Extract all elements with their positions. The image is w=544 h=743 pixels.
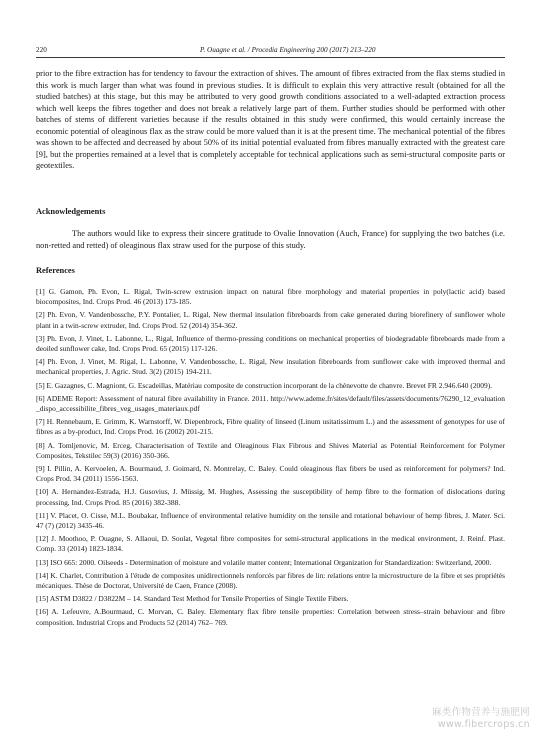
reference-item: [3] Ph. Evon, J. Vinet, L. Labonne, L., Rigal, Influence of thermo-pressing conditions on mechanical properties of biodegradable fibreboards made from a deoiled sunflower cake, Ind. Crops Prod. 65 (2015) 117-126.: [36, 333, 505, 354]
watermark-line-2: www.fibercrops.cn: [437, 718, 530, 730]
references-heading: References: [36, 266, 75, 275]
watermark-line-1: 麻类作物营养与施肥网: [431, 707, 530, 718]
reference-item: [2] Ph. Evon, V. Vandenbossche, P.Y. Pontalier, L. Rigal, New thermal insulation fibreboards from cake generated during biorefinery of sunflower whole plant in a twin-screw extruder, Ind. Crops Prod. 52 (2014) 354-362.: [36, 310, 505, 330]
header-rule: [36, 57, 505, 58]
reference-item: [10] A. Hernandez-Estrada, H.J. Gusovius, J. Müssig, M. Hughes, Assessing the susceptibility of hemp fibre to the formation of dislocations during processing, Ind. Crops Prod. 85 (2016) 382-388.: [36, 487, 505, 507]
body-paragraph: prior to the fibre extraction has for tendency to favour the extraction of shives. The amount of fibres extracted from the flax stems studied in this work is much larger than what was found in previous studies. It is difficult to explain this very attractive result (obtained for all the studied batches) at this stage, but this may be attributed to very good growth conditions associated to a well-adapted extraction process which well keeps the fibres together and does not break a relatively large part of them. Further studies should be performed with other batches of stems of different varieties because if the results obtained in this study were confirmed, this would certainly increase the economic potential of oleaginous flax as the straw could be more valued than it is at the present time. The mechanical potential of the fibres was shown to be affected and decreased by about 50% of its initial potential evaluated from fibres manually extracted with the greatest care [9], but the properties remained at a level that is completely acceptable for technical applications such as semi-structural composite parts or geotextiles.: [36, 69, 505, 171]
reference-item: [16] A. Lefeuvre, A.Bourmaud, C. Morvan, C. Baley. Elementary flax fibre tensile properties: Correlation between stress–strain behaviour and fibre composition. Industrial Crops and Products 52 (2014) 762– 769.: [36, 607, 505, 627]
reference-item: [9] I. Pillin, A. Kervoelen, A. Bourmaud, J. Goimard, N. Montrelay, C. Baley. Could oleaginous flax fibers be used as reinforcement for polymers? Ind. Crops Prod. 34 (2011) 1556-1563.: [36, 464, 505, 484]
reference-item: [12] J. Moothoo, P. Ouagne, S. Allaoui, D. Soulat, Vegetal fibre composites for semi-structural applications in the medical environment, J. Reinf. Plast. Comp. 33 (2014) 1823-1834.: [36, 534, 505, 554]
site-watermark: [432, 707, 530, 730]
acknowledgements-heading: Acknowledgements: [36, 207, 106, 216]
reference-item: [7] H. Rennebaum, E. Grimm, K. Warnstorff, W. Diepenbrock, Fibre quality of linseed (Linum usitatissimum L.) and the assessment of genotypes for use of fibres as a by-product, Ind. Crops Prod. 16 (2002) 201-215.: [36, 417, 505, 437]
reference-item: [6] ADEME Report: Assessment of natural fibre availability in France. 2011. http://www.ademe.fr/sites/default/files/assets/documents/76290_12_evaluation_dispo_accessibilite_fibres_veg_usages_materiaux.pdf: [36, 393, 505, 414]
reference-item: [4] Ph. Evon, J. Vinet, M. Rigal, L. Labonne, V. Vandenbossche, L. Rigal, New insulation fibreboards from sunflower cake with improved thermal and mechanical properties, J. Agric. Stud. 3(2) (2015) 194-211.: [36, 357, 505, 377]
reference-item: [11] V. Placet, O. Cisse, M.L. Boubakar, Influence of environmental relative humidity on the tensile and rotational behaviour of hemp fibres, J. Mater. Sci. 47 (7) (2012) 3435-46.: [36, 510, 505, 531]
running-head: P. Ouagne et al. / Procedia Engineering 200 (2017) 213–220: [200, 46, 376, 54]
reference-item: [15] ASTM D3822 / D3822M – 14. Standard Test Method for Tensile Properties of Single Textile Fibers.: [36, 594, 349, 604]
reference-item: [5] E. Gazagnes, C. Magniont, G. Escadeillas, Matériau composite de construction incorporant de la chènevotte de chanvre. Brevet FR 2.946.640 (2009).: [36, 380, 493, 390]
page-header: [36, 44, 504, 56]
reference-item: [14] K. Charlet, Contribution à l'étude de composites unidirectionnels renforcés par fibres de lin: relations entre la microstructure de la fibre et ses propriétés mécaniques. Thèse de Doctorat, Université de Caen, France (2008).: [36, 570, 505, 591]
acknowledgements-text: The authors would like to express their sincere gratitude to Ovalie Innovation (Auch, France) for supplying the two batches (i.e. non-retted and retted) of oleaginous flax straw used for the purpose of this study.: [36, 229, 505, 250]
reference-item: [8] A. Tomljenovic, M. Erceg, Characterisation of Textile and Oleaginous Flax Fibrous and Shives Material as Potential Reinforcement for Polymer Composites, Tekstilec 59(3) (2016) 350-366.: [36, 440, 505, 460]
reference-item: [13] ISO 665: 2000. Oilseeds - Determination of moisture and volatile matter content; International Organization for Standardization: Switzerland, 2000.: [36, 557, 492, 567]
reference-item: [1] G. Gamon, Ph. Evon, L. Rigal, Twin-screw extrusion impact on natural fibre morphology and material properties in poly(lactic acid) based biocomposites, Ind. Crops Prod. 46 (2013) 173-185.: [36, 287, 505, 307]
reference-list: [36, 287, 505, 631]
page-number: 220: [36, 46, 47, 54]
